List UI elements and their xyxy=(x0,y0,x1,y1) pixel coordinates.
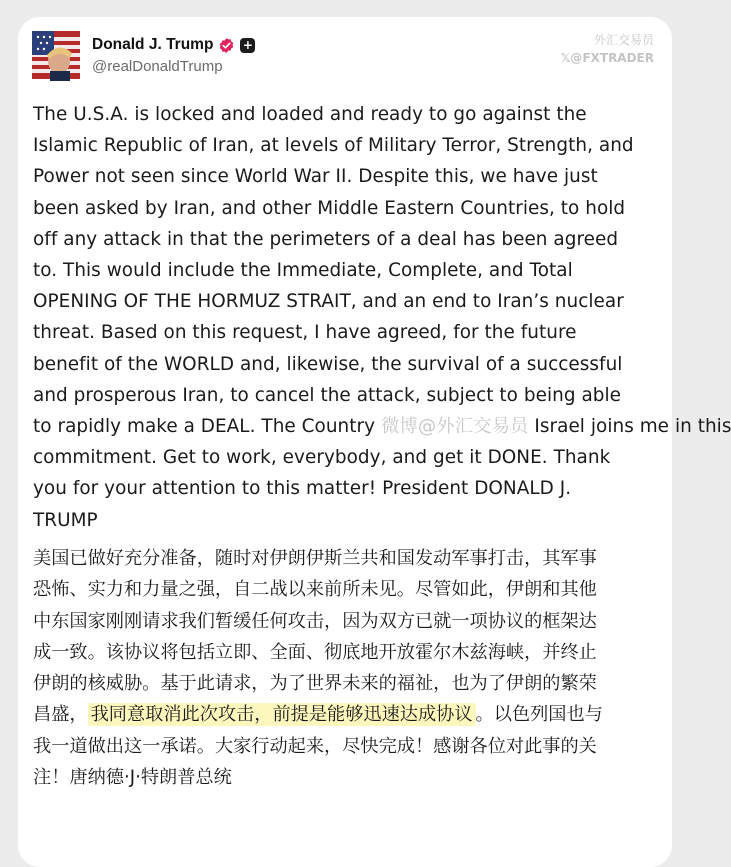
post-line: TRUMP xyxy=(33,509,98,531)
post-line: you for your attention to this matter! President DONALD J. xyxy=(33,478,572,500)
watermark-name: 外汇交易员 xyxy=(593,33,654,47)
post-line-with-watermark xyxy=(33,411,731,442)
post-body-chinese xyxy=(33,543,663,793)
post-line: commitment. Get to work, everybody, and get it DONE. Thank xyxy=(33,447,611,469)
watermark xyxy=(561,31,654,67)
post-line: off any attack in that the perimeters of a deal has been agreed xyxy=(33,228,619,250)
post-line: benefit of the WORLD and, likewise, the survival of a successful xyxy=(33,353,623,375)
author-name-row xyxy=(92,33,255,57)
translation-line: 美国已做好充分准备，随时对伊朗伊斯兰共和国发动军事打击，其军事 xyxy=(33,548,597,569)
plus-badge-icon: + xyxy=(240,38,255,53)
post-line: threat. Based on this request, I have agreed, for the future xyxy=(33,322,577,344)
post-line-segment: Israel joins me in this xyxy=(534,416,731,438)
post-line: Islamic Republic of Iran, at levels of Military Terror, Strength, and xyxy=(33,135,634,157)
author-display-name[interactable]: Donald J. Trump xyxy=(92,36,214,53)
translation-line: 注！唐纳德·J·特朗普总统 xyxy=(33,767,232,789)
avatar[interactable] xyxy=(32,31,80,79)
post-line: OPENING OF THE HORMUZ STRAIT, and an end to Iran’s nuclear xyxy=(33,291,624,313)
translation-segment: 昌盛， xyxy=(33,704,88,726)
post-line: been asked by Iran, and other Middle Eastern Countries, to hold xyxy=(33,197,626,219)
post-line: and prosperous Iran, to cancel the attack, subject to being able xyxy=(33,384,622,406)
post-line-segment: The Country xyxy=(261,416,381,438)
highlighted-text: 我同意取消此次攻击，前提是能够迅速达成协议 xyxy=(88,703,476,726)
translation-line xyxy=(33,699,663,730)
post-line: The U.S.A. is locked and loaded and ready to go against the xyxy=(33,104,587,125)
post-line: to. This would include the Immediate, Complete, and Total xyxy=(33,260,573,282)
translation-line: 伊朗的核威胁。基于此请求，为了世界未来的福祉，也为了伊朗的繁荣 xyxy=(33,673,597,695)
post-line: Power not seen since World War II. Despite this, we have just xyxy=(33,166,598,188)
translation-line: 成一致。该协议将包括立即、全面、彻底地开放霍尔木兹海峡，并终止 xyxy=(33,641,597,663)
translation-line: 我一道做出这一承诺。大家行动起来，尽快完成！感谢各位对此事的关 xyxy=(33,735,597,757)
translation-segment: 。以色列国也与 xyxy=(475,704,603,726)
avatar-image xyxy=(32,31,80,79)
translation-line: 中东国家刚刚请求我们暂缓任何攻击，因为双方已就一项协议的框架达 xyxy=(33,610,597,632)
inline-watermark: 微博@外汇交易员 xyxy=(380,416,529,438)
verified-icon xyxy=(218,37,235,54)
post-body-english xyxy=(33,99,731,536)
post-card xyxy=(18,17,731,867)
watermark-handle: 𝕏@FXTRADER xyxy=(560,51,654,65)
author-handle[interactable]: @realDonaldTrump xyxy=(92,58,223,75)
post-line-segment: to rapidly make a DEAL. xyxy=(33,416,256,438)
translation-line: 恐怖、实力和力量之强，自二战以来前所未见。尽管如此，伊朗和其他 xyxy=(33,579,597,601)
